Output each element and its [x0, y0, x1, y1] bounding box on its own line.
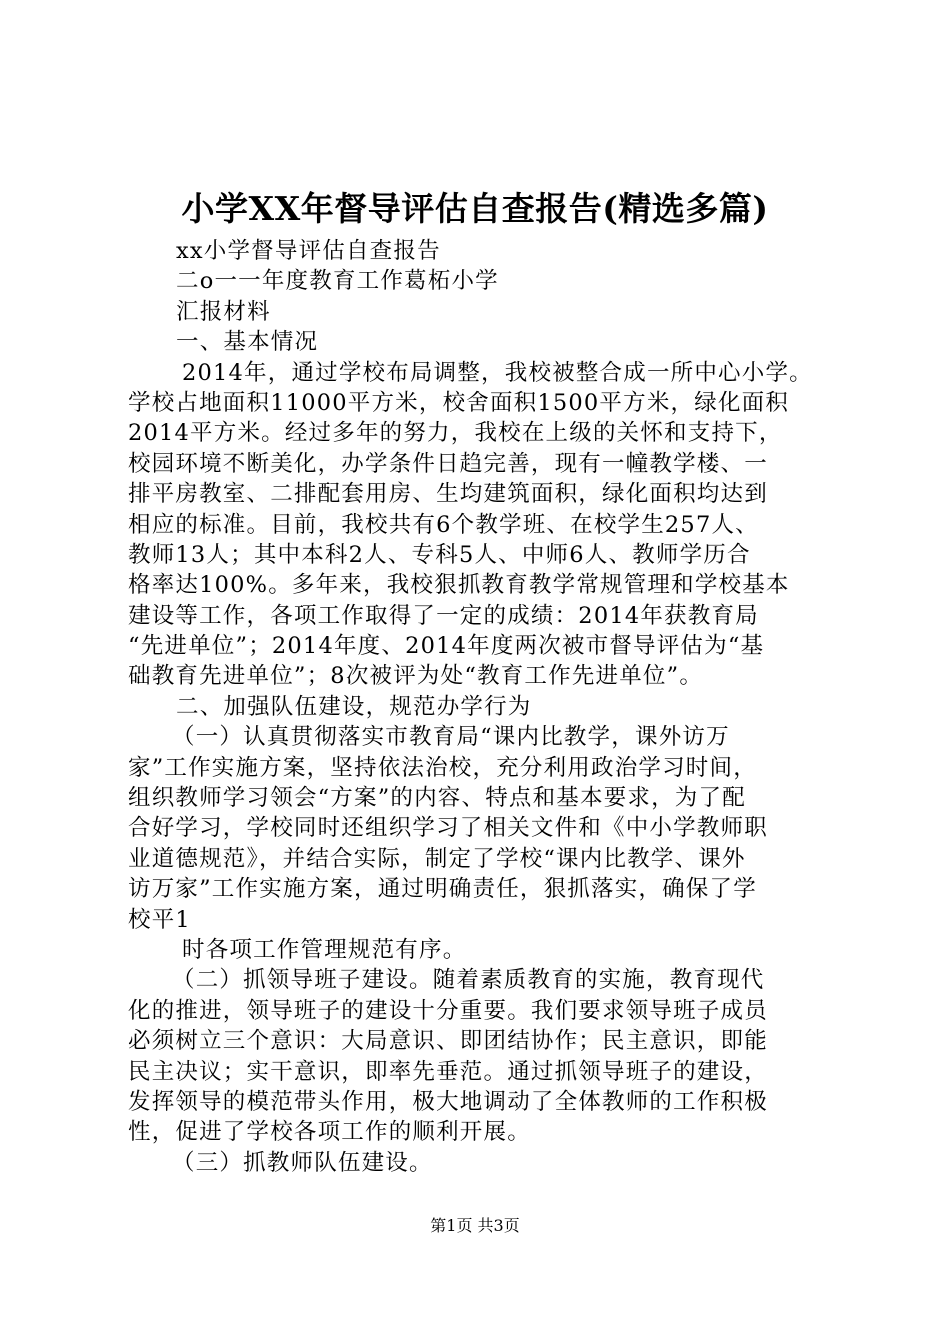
- body-line: 化的推进，领导班子的建设十分重要。我们要求领导班子成员: [128, 997, 768, 1024]
- body-line: 格率达100%。多年来，我校狠抓教育教学常规管理和学校基本: [128, 572, 790, 599]
- subsection-line: （二）抓领导班子建设。随着素质教育的实施，教育现代: [172, 967, 765, 994]
- body-line: 时各项工作管理规范有序。: [182, 936, 467, 963]
- body-line: 合好学习，学校同时还组织学习了相关文件和《中小学教师职: [128, 815, 768, 842]
- body-line: 学校占地面积11000平方米，校舍面积1500平方米，绿化面积: [128, 389, 790, 416]
- body-line: 民主决议；实干意识，即率先垂范。通过抓领导班子的建设，: [128, 1058, 768, 1085]
- section-heading: 二、加强队伍建设，规范办学行为: [176, 693, 532, 720]
- body-line: 2014年，通过学校布局调整，我校被整合成一所中心小学。: [182, 359, 813, 386]
- body-line: xx小学督导评估自查报告: [176, 238, 441, 264]
- body-line: 排平房教室、二排配套用房、生均建筑面积，绿化面积均达到: [128, 481, 768, 508]
- body-line: 础教育先进单位”；8次被评为处“教育工作先进单位”。: [128, 663, 704, 690]
- body-line: 家”工作实施方案，坚持依法治校，充分利用政治学习时间，: [128, 754, 757, 781]
- document-body: [128, 236, 838, 1178]
- document-title: 小学XX年督导评估自查报告(精选多篇): [181, 189, 769, 228]
- body-line: 建设等工作，各项工作取得了一定的成绩：2014年获教育局: [128, 602, 759, 629]
- body-line: 汇报材料: [176, 298, 271, 325]
- subsection-line: （三）抓教师队伍建设。: [172, 1149, 433, 1176]
- body-line: 二o一一年度教育工作葛柘小学: [176, 268, 499, 295]
- subsection-line: （一）认真贯彻落实市教育局“课内比教学，课外访万: [172, 724, 730, 751]
- body-line: 校平1: [128, 906, 191, 933]
- body-line: 校园环境不断美化，办学条件日趋完善，现有一幢教学楼、一: [128, 450, 768, 477]
- body-line: 发挥领导的模范带头作用，极大地调动了全体教师的工作积极: [128, 1088, 768, 1115]
- body-line: 性，促进了学校各项工作的顺利开展。: [128, 1119, 531, 1146]
- body-line: 相应的标准。目前，我校共有6个教学班、在校学生257人、: [128, 511, 759, 538]
- body-line: 访万家”工作实施方案，通过明确责任，狠抓落实，确保了学: [128, 876, 757, 903]
- page-number-footer: 第1页 共3页: [430, 1216, 520, 1235]
- body-line: “先进单位”；2014年度、2014年度两次被市督导评估为“基: [128, 633, 765, 660]
- body-line: 必须树立三个意识：大局意识、即团结协作；民主意识，即能: [128, 1028, 768, 1055]
- body-line: 2014平方米。经过多年的努力，我校在上级的关怀和支持下，: [128, 420, 783, 447]
- body-line: 教师13人；其中本科2人、专科5人、中师6人、教师学历合: [128, 541, 751, 568]
- body-line: 业道德规范》，并结合实际，制定了学校“课内比教学、课外: [128, 845, 746, 872]
- section-heading: 一、基本情况: [176, 329, 319, 356]
- body-line: 组织教师学习领会“方案”的内容、特点和基本要求，为了配: [128, 785, 746, 812]
